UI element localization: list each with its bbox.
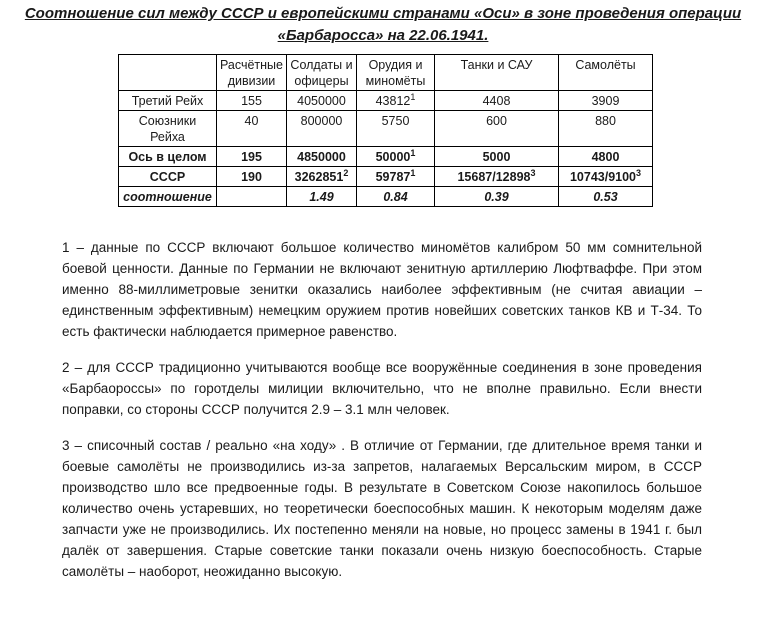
table-cell xyxy=(357,91,435,111)
cell-value: 1.49 xyxy=(309,190,334,204)
table-cell xyxy=(357,167,435,187)
title-line-2-wrap xyxy=(0,25,766,47)
cell-value: 4850000 xyxy=(297,150,346,164)
table-cell xyxy=(435,167,559,187)
cell-value: 5000 xyxy=(482,150,511,164)
cell-value: 4800 xyxy=(591,150,620,164)
row-label: Союзники Рейха xyxy=(119,111,217,147)
cell-value: 3262851 xyxy=(294,170,344,184)
table-cell xyxy=(357,147,435,167)
cell-value: 600 xyxy=(486,114,507,128)
cell-value: 59787 xyxy=(375,170,411,184)
footnotes xyxy=(62,237,702,582)
cell-value: 4408 xyxy=(482,94,511,108)
cell-value: 10743/9100 xyxy=(569,170,637,184)
header-cell-tanks: Танки и САУ xyxy=(435,55,559,91)
header-cell-soldiers: Солдаты и офицеры xyxy=(287,55,357,91)
cell-superscript: 3 xyxy=(530,167,536,178)
table-cell xyxy=(287,91,357,111)
header-cell-empty xyxy=(119,55,217,91)
cell-superscript: 2 xyxy=(343,167,349,178)
table-cell xyxy=(217,167,287,187)
table-cell xyxy=(559,147,653,167)
cell-value: 0.84 xyxy=(383,190,408,204)
cell-value: 0.53 xyxy=(593,190,618,204)
cell-value: 195 xyxy=(241,150,262,164)
cell-value: 3909 xyxy=(591,94,620,108)
table-cell xyxy=(217,91,287,111)
header-cell-divisions: Расчётные дивизии xyxy=(217,55,287,91)
cell-value: 50000 xyxy=(375,150,411,164)
table-cell xyxy=(559,111,653,147)
cell-value: 190 xyxy=(241,170,262,184)
table-cell xyxy=(559,187,653,207)
table-row-axis-total xyxy=(119,147,653,167)
table-row-third-reich xyxy=(119,91,653,111)
title-line-1: Соотношение сил между СССР и европейскими странами «Оси» в зоне проведения операции xyxy=(24,5,742,22)
table-cell xyxy=(559,167,653,187)
cell-value: 43812 xyxy=(375,94,411,108)
cell-value: 155 xyxy=(241,94,262,108)
footnote-1: 1 – данные по СССР включают большое количество миномётов калибром 50 мм сомнительной боевой ценности. Данные по Германии не включают зенитную артиллерию Люфтваффе. При этом именно 88-миллиметровые зенитки оказались наиболее эффективным (не считая авиации – единственным эффективным) немецким оружием против новейших советских танков КВ и Т-34. То есть фактически наблюдается примерное равенство. xyxy=(62,240,702,339)
table-cell xyxy=(357,187,435,207)
row-label: соотношение xyxy=(119,187,217,207)
table-cell xyxy=(287,187,357,207)
cell-value: 15687/12898 xyxy=(457,170,531,184)
table-cell xyxy=(559,91,653,111)
table-row-reich-allies xyxy=(119,111,653,147)
table-cell xyxy=(435,111,559,147)
header-cell-guns: Орудия и миномёты xyxy=(357,55,435,91)
table-cell xyxy=(435,147,559,167)
footnote-3: 3 – списочный состав / реально «на ходу» . В отличие от Германии, где длительное время танки и боевые самолёты не производились из-за запретов, налагаемых Версальским миром, в СССР производство шло все предвоенные годы. В результате в Советском Союзе накопилось большое количество очень устаревших, но теоретически боеспособных машин. К некоторым моделям даже запчасти уже не производились. Их постепенно меняли на новые, но процесс замены в 1941 г. был далёк от завершения. Старые советские танки показали очень низкую боеспособность. Старые самолёты – наоборот, неожиданно высокую. xyxy=(62,438,702,579)
table-cell xyxy=(287,167,357,187)
table-cell xyxy=(217,147,287,167)
cell-value: 5750 xyxy=(381,114,410,128)
table-header-row xyxy=(119,55,653,91)
row-label: Третий Рейх xyxy=(119,91,217,111)
title-line-1-wrap xyxy=(0,3,766,25)
cell-value: 4050000 xyxy=(297,94,346,108)
table-cell xyxy=(435,91,559,111)
cell-superscript: 1 xyxy=(410,91,416,102)
cell-value: 0.39 xyxy=(484,190,509,204)
table-cell xyxy=(287,147,357,167)
table-cell xyxy=(357,111,435,147)
cell-superscript: 3 xyxy=(636,167,642,178)
table-row-ratio xyxy=(119,187,653,207)
title-line-2: «Барбаросса» на 22.06.1941. xyxy=(277,27,489,44)
cell-value: 800000 xyxy=(300,114,343,128)
table-row-ussr xyxy=(119,167,653,187)
forces-table xyxy=(118,54,653,207)
table-cell xyxy=(287,111,357,147)
table-cell xyxy=(217,187,287,207)
row-label: Ось в целом xyxy=(119,147,217,167)
cell-value: 40 xyxy=(244,114,259,128)
cell-value: 880 xyxy=(595,114,616,128)
cell-superscript: 1 xyxy=(410,147,416,158)
header-cell-aircraft: Самолёты xyxy=(559,55,653,91)
table-cell xyxy=(435,187,559,207)
footnote-2: 2 – для СССР традиционно учитываются вообще все вооружённые соединения в зоне проведения «Барбаороссы» по горотделы милиции включительно, что не вполне правильно. Если внести поправки, со стороны СССР получится 2.9 – 3.1 млн человек. xyxy=(62,360,702,417)
document-title xyxy=(0,0,766,47)
table-cell xyxy=(217,111,287,147)
cell-superscript: 1 xyxy=(410,167,416,178)
row-label: СССР xyxy=(119,167,217,187)
